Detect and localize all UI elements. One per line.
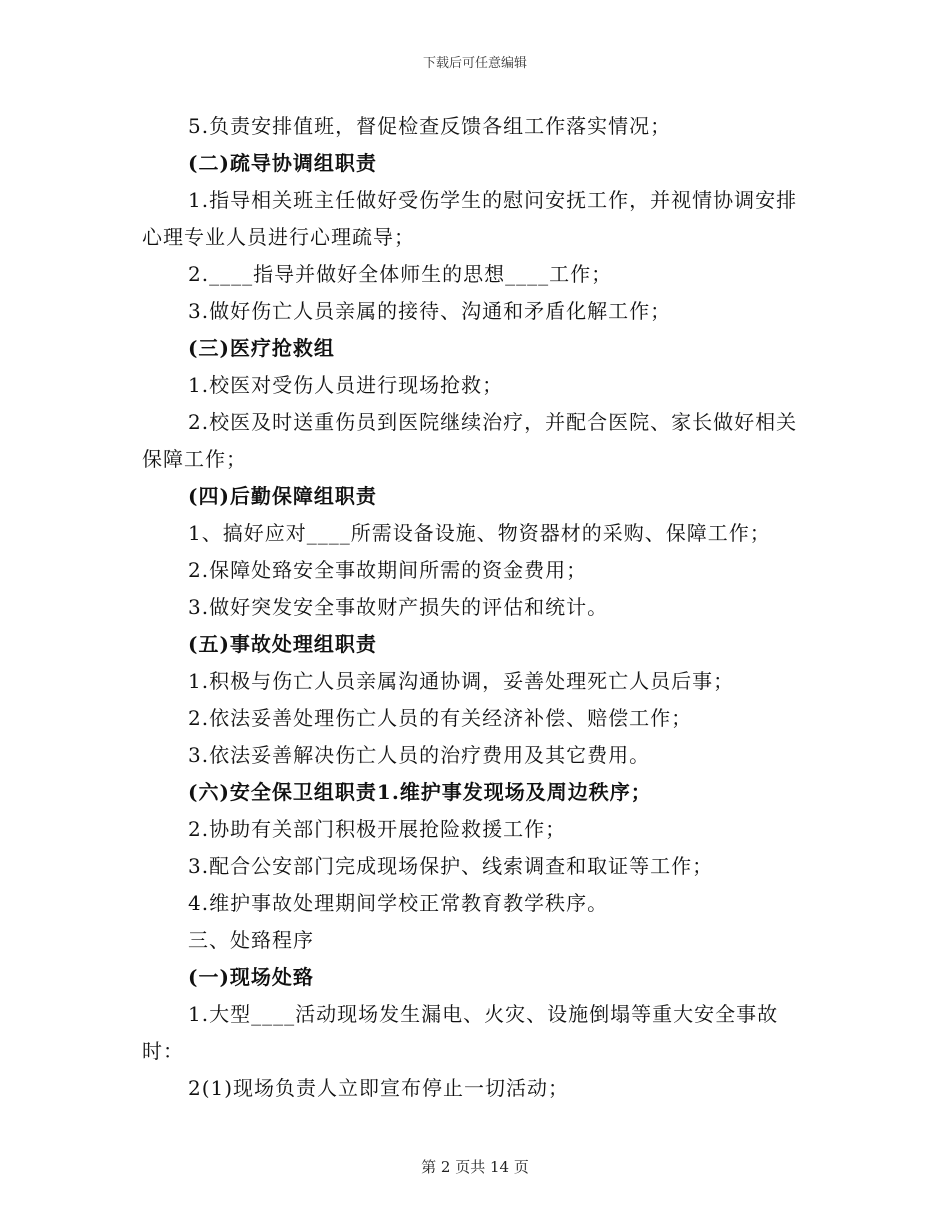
paragraph: 2.依法妥善处理伤亡人员的有关经济补偿、赔偿工作； (188, 706, 693, 730)
paragraph: 1.校医对受伤人员进行现场抢救； (188, 373, 504, 397)
section-heading: (六)安全保卫组职责1.维护事发现场及周边秩序； (188, 780, 652, 804)
paragraph: 3.依法妥善解决伤亡人员的治疗费用及其它费用。 (188, 743, 651, 767)
paragraph: 3.做好突发安全事故财产损失的评估和统计。 (188, 595, 609, 619)
section-heading: (三)医疗抢救组 (188, 336, 335, 360)
paragraph: 2.____指导并做好全体师生的思想____工作； (188, 262, 613, 286)
page-footer: 第 2 页共 14 页 (421, 1158, 529, 1176)
paragraph: 2.保障处臵安全事故期间所需的资金费用； (188, 558, 588, 582)
paragraph: 3.配合公安部门完成现场保护、线索调查和取证等工作； (188, 854, 714, 878)
paragraph: 3.做好伤亡人员亲属的接待、沟通和矛盾化解工作； (188, 299, 672, 323)
section-heading: (二)疏导协调组职责 (188, 151, 377, 175)
paragraph: 1.大型____活动现场发生漏电、火灾、设施倒塌等重大安全事故时： (142, 1002, 779, 1063)
document-body (142, 108, 810, 1107)
paragraph: 1.指导相关班主任做好受伤学生的慰问安抚工作，并视情协调安排心理专业人员进行心理疏导； (142, 188, 798, 249)
section-heading: (四)后勤保障组职责 (188, 484, 377, 508)
section-heading: 三、处臵程序 (188, 928, 314, 952)
paragraph: 4.维护事故处理期间学校正常教育教学秩序。 (188, 891, 609, 915)
section-heading: (一)现场处臵 (188, 965, 314, 989)
page-header: 下载后可任意编辑 (422, 56, 527, 71)
section-heading: (五)事故处理组职责 (188, 632, 377, 656)
paragraph: 2.协助有关部门积极开展抢险救援工作； (188, 817, 567, 841)
paragraph: 1、搞好应对____所需设备设施、物资器材的采购、保障工作； (188, 521, 771, 545)
paragraph: 2(1)现场负责人立即宣布停止一切活动； (188, 1076, 570, 1100)
paragraph: 5.负责安排值班，督促检查反馈各组工作落实情况； (188, 114, 672, 138)
paragraph: 2.校医及时送重伤员到医院继续治疗，并配合医院、家长做好相关保障工作； (142, 410, 798, 471)
paragraph: 1.积极与伤亡人员亲属沟通协调，妥善处理死亡人员后事； (188, 669, 735, 693)
